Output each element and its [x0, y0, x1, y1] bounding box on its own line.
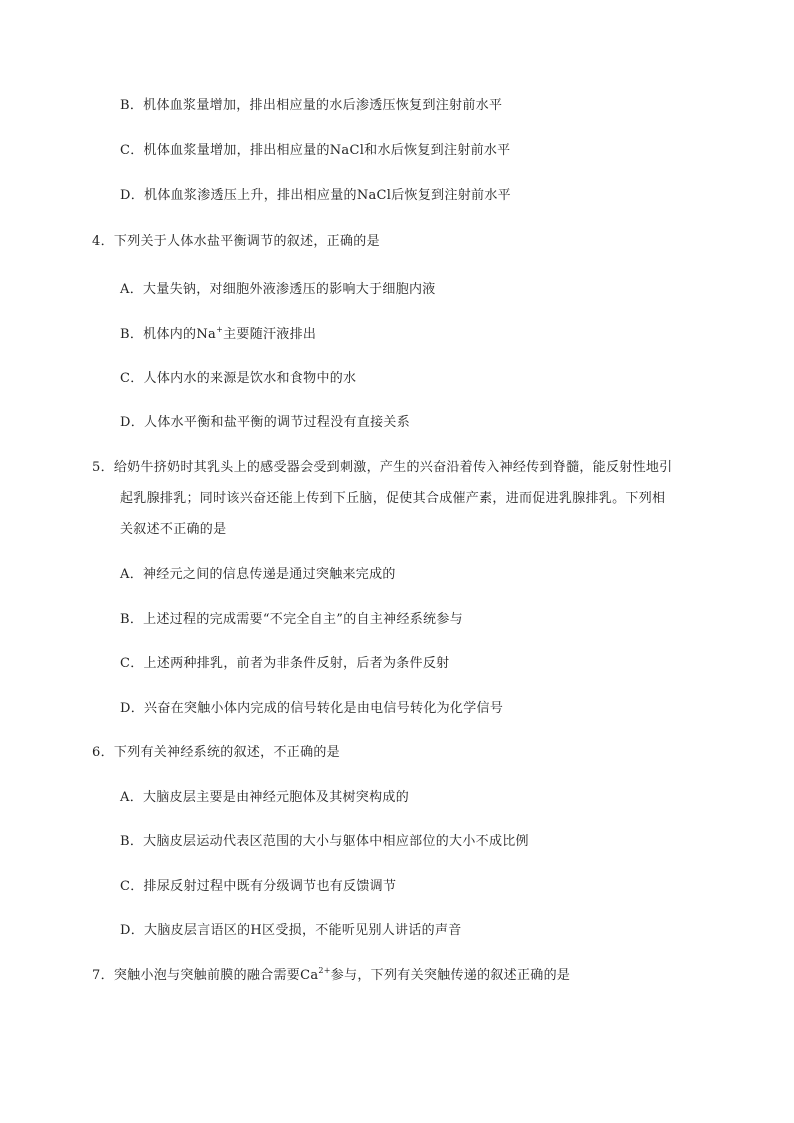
q7-stem-post: 参与，下列有关突触传递的叙述正确的是 — [330, 968, 571, 983]
q3-option-d: D．机体血浆渗透压上升，排出相应量的NaCl后恢复到注射前水平 — [120, 188, 511, 203]
q3-option-b: B．机体血浆量增加，排出相应量的水后渗透压恢复到注射前水平 — [120, 98, 503, 113]
q6-option-b: B．大脑皮层运动代表区范围的大小与躯体中相应部位的大小不成比例 — [120, 834, 529, 849]
q4-option-b-sup: + — [216, 325, 224, 334]
q7-stem-sup: 2+ — [318, 966, 331, 975]
q4-option-c: C．人体内水的来源是饮水和食物中的水 — [120, 371, 357, 386]
q5-option-b: B．上述过程的完成需要“不完全自主”的自主神经系统参与 — [120, 612, 463, 627]
q5-option-a: A．神经元之间的信息传递是通过突触来完成的 — [120, 567, 396, 582]
q4-stem: 4．下列关于人体水盐平衡调节的叙述，正确的是 — [92, 234, 380, 249]
q4-option-b — [120, 326, 316, 344]
q7-stem — [92, 967, 570, 985]
q4-option-a: A．大量失钠，对细胞外液渗透压的影响大于细胞内液 — [120, 282, 436, 297]
q3-option-c: C．机体血浆量增加，排出相应量的NaCl和水后恢复到注射前水平 — [120, 143, 511, 158]
q6-stem: 6．下列有关神经系统的叙述，不正确的是 — [92, 745, 340, 760]
q6-option-d: D．大脑皮层言语区的H区受损，不能听见别人讲话的声音 — [120, 923, 462, 938]
q5-option-d: D．兴奋在突触小体内完成的信号转化是由电信号转化为化学信号 — [120, 701, 504, 716]
q6-option-a: A．大脑皮层主要是由神经元胞体及其树突构成的 — [120, 790, 409, 805]
q6-option-c: C．排尿反射过程中既有分级调节也有反馈调节 — [120, 879, 397, 894]
q4-option-d: D．人体水平衡和盐平衡的调节过程没有直接关系 — [120, 415, 411, 430]
q4-option-b-post: 主要随汗液排出 — [223, 327, 317, 342]
q5-option-c: C．上述两种排乳，前者为非条件反射，后者为条件反射 — [120, 656, 450, 671]
q5-stem-line2: 起乳腺排乳；同时该兴奋还能上传到下丘脑，促使其合成催产素，进而促进乳腺排乳。下列相 — [120, 491, 666, 506]
q5-stem-line1: 5．给奶牛挤奶时其乳头上的感受器会受到刺激，产生的兴奋沿着传入神经传到脊髓，能反射性地引 — [92, 460, 673, 475]
q5-stem-line3: 关叙述不正确的是 — [120, 522, 227, 537]
q7-stem-pre: 7．突触小泡与突触前膜的融合需要Ca — [92, 968, 319, 983]
q4-option-b-pre: B．机体内的Na — [120, 327, 217, 342]
